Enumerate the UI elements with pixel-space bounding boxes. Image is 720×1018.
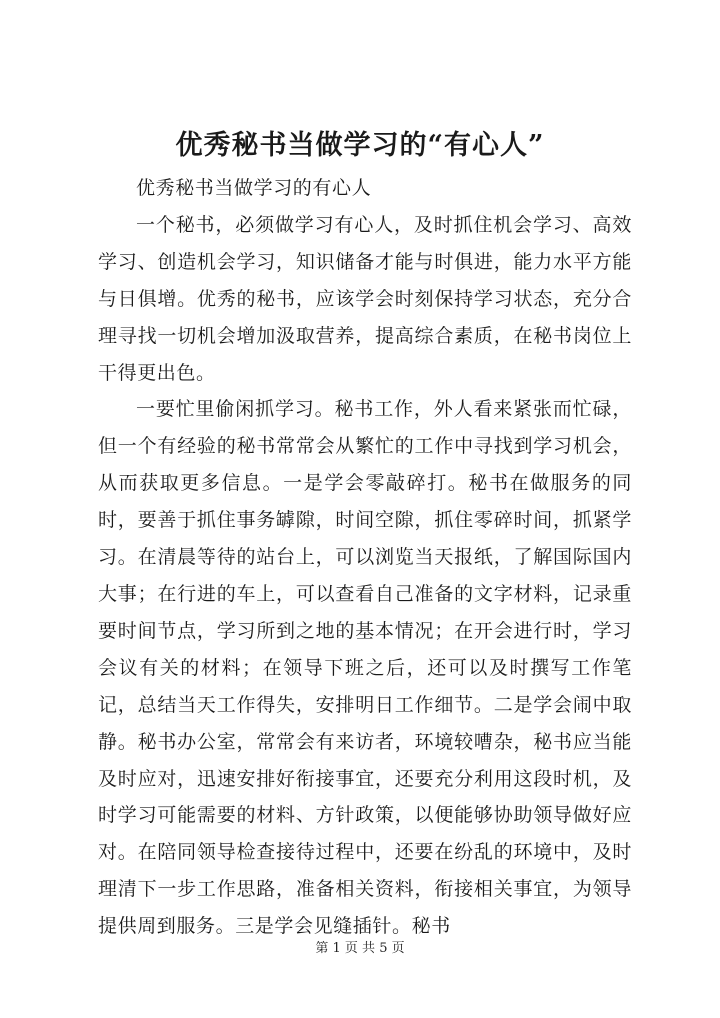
body-paragraph: 一要忙里偷闲抓学习。秘书工作，外人看来紧张而忙碌，但一个有经验的秘书常常会从繁忙的工作中寻找到学习机会，从而获取更多信息。一是学会零敲碎打。秘书在做服务的同时，要善于抓住事务罅隙，时间空隙，抓住零碎时间，抓紧学习。在清晨等待的站台上，可以浏览当天报纸，了解国际国内大事；在行进的车上，可以查看自己准备的文字材料，记录重要时间节点，学习所到之地的基本情况；在开会进行时，学习会议有关的材料；在领导下班之后，还可以及时撰写工作笔记，总结当天工作得失，安排明日工作细节。二是学会闹中取静。秘书办公室，常常会有来访者，环境较嘈杂，秘书应当能及时应对，迅速安排好衔接事宜，还要充分利用这段时机，及时学习可能需要的材料、方针政策，以便能够协助领导做好应对。在陪同领导检查接待过程中，还要在纷乱的环境中，及时理清下一步工作思路，准备相关资料，衔接相关事宜，为领导提供周到服务。三是学会见缝插针。秘书 xyxy=(98,398,632,938)
page-footer: 第 1 页 共 5 页 xyxy=(315,941,405,956)
intro-paragraph: 一个秘书，必须做学习有心人，及时抓住机会学习、高效学习、创造机会学习，知识储备才能与时俱进，能力水平方能与日俱增。优秀的秘书，应该学会时刻保持学习状态，充分合理寻找一切机会增加汲取营养，提高综合素质，在秘书岗位上干得更出色。 xyxy=(98,213,632,384)
subtitle-paragraph: 优秀秘书当做学习的有心人 xyxy=(136,177,372,199)
document-title: 优秀秘书当做学习的“有心人” xyxy=(175,130,545,161)
document-body xyxy=(98,170,632,945)
